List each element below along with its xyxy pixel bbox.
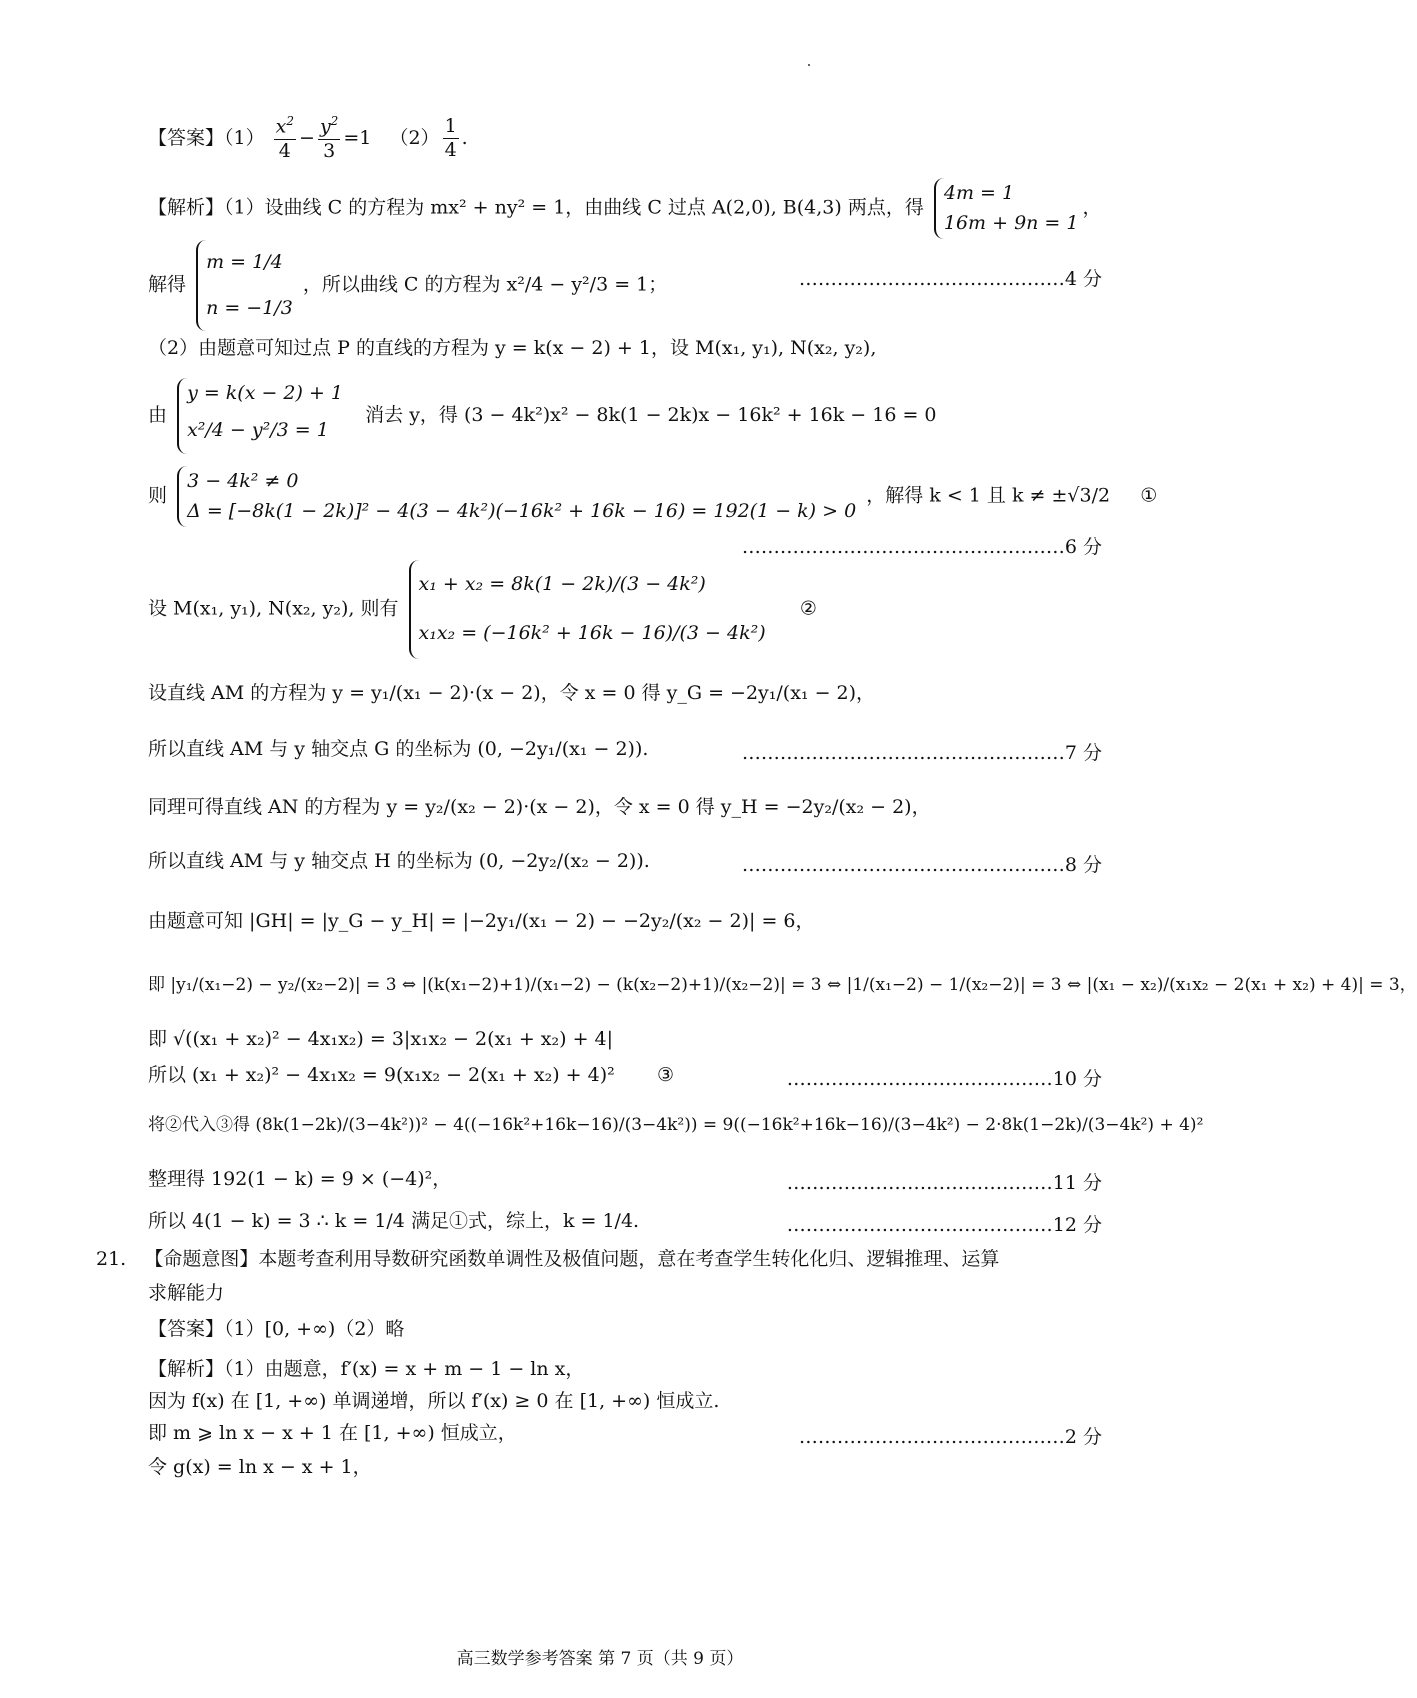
- scan-speck: [808, 64, 810, 66]
- page-footer: 高三数学参考答案 第 7 页（共 9 页）: [456, 1649, 744, 1669]
- so-line: 所以 (x₁ + x₂)² − 4x₁x₂ = 9(x₁x₂ − 2(x₁ + x₂) + 4)² ③: [148, 1064, 675, 1086]
- score-6: ……………………………………………6 分: [741, 536, 1102, 558]
- question-number: 21.: [96, 1248, 127, 1270]
- an-line: 同理可得直线 AN 的方程为 y = y₂/(x₂ − 2)·(x − 2)，令 x = 0 得 y_H = −2y₂/(x₂ − 2)，: [148, 796, 931, 818]
- answer-tag: 【答案】: [148, 126, 225, 149]
- score-8: ……………………………………………8 分: [741, 854, 1102, 876]
- ie-line: 即 |y₁/(x₁−2) − y₂/(x₂−2)| = 3 ⇔ |(k(x₁−2)+1)/(x₁−2) − (k(x₂−2)+1)/(x₂−2)| = 3 ⇔ |1/(x₁−2) − 1/(x₂−2)| = 3 ⇔ |(x₁ − x₂)/(x₁x₂ − 2(x₁ + x₂) + 4)| = 3，: [148, 975, 1417, 995]
- score-4: ……………………………………4 分: [798, 268, 1102, 290]
- q21-intent-2: 求解能力: [148, 1282, 225, 1304]
- ie-line-2: 即 √((x₁ + x₂)² − 4x₁x₂) = 3|x₁x₂ − 2(x₁ + x₂) + 4|: [148, 1028, 614, 1050]
- q21-intent: 21. 【命题意图】本题考查利用导数研究函数单调性及极值问题，意在考查学生转化化归、逻辑推理、运算: [96, 1248, 1000, 1270]
- score-7: ……………………………………………7 分: [741, 742, 1102, 764]
- solve-line: 解得 m = 1/4 n = −1/3 ，所以曲线 C 的方程为 x²/4 − y²/3 = 1；: [148, 240, 667, 331]
- q21-answer: 【答案】（1）[0, +∞)（2）略: [148, 1318, 405, 1340]
- substitute-line: 将②代入③得 (8k(1−2k)/(3−4k²))² − 4((−16k²+16k−16)/(3−4k²)) = 9((−16k²+16k−16)/(3−4k²) − 2·8k(1−2k)/(3−4k²) + 4)²: [148, 1115, 1204, 1135]
- score-11: ……………………………………11 分: [786, 1172, 1102, 1194]
- am-h-line: 所以直线 AM 与 y 轴交点 H 的坐标为 (0, −2y₂/(x₂ − 2)).: [148, 850, 650, 872]
- tidy-line: 整理得 192(1 − k) = 9 × (−4)²，: [148, 1168, 452, 1190]
- gh-line: 由题意可知 |GH| = |y_G − y_H| = |−2y₁/(x₁ − 2) − −2y₂/(x₂ − 2)| = 6，: [148, 910, 815, 932]
- by-line: 由 y = k(x − 2) + 1 x²/4 − y²/3 = 1 消去 y，得 (3 − 4k²)x² − 8k(1 − 2k)x − 16k² + 16k − 16 = 0: [148, 378, 937, 454]
- q21-analysis-4: 令 g(x) = ln x − x + 1，: [148, 1456, 372, 1478]
- q21-analysis-2: 因为 f(x) 在 [1, +∞) 单调递增，所以 f′(x) ≥ 0 在 [1, +∞) 恒成立.: [148, 1390, 720, 1412]
- part2-line: （2）由题意可知过点 P 的直线的方程为 y = k(x − 2) + 1，设 M(x₁, y₁), N(x₂, y₂),: [148, 337, 877, 359]
- mark-1: ①: [1140, 484, 1158, 507]
- answer-line: 【答案】（1） $\frac{x^2}{4}$ − $\frac{y^2}{3}$ =1 （2） $\frac{1}{4}$ .: [148, 114, 468, 163]
- mark-2: ②: [799, 597, 817, 620]
- then-line: 则 3 − 4k² ≠ 0 Δ = [−8k(1 − 2k)]² − 4(3 − 4k²)(−16k² + 16k − 16) = 192(1 − k) > 0 ，解得 k < 1 且 k ≠ ±√3/2 ①: [148, 466, 1157, 527]
- final-line: 所以 4(1 − k) = 3 ∴ k = 1/4 满足①式，综上，k = 1/4.: [148, 1210, 640, 1232]
- vieta-line: 设 M(x₁, y₁), N(x₂, y₂), 则有 x₁ + x₂ = 8k(1 − 2k)/(3 − 4k²) x₁x₂ = (−16k² + 16k − 16)/(3 − 4k²) ②: [148, 560, 817, 659]
- q21-analysis-3: 即 m ⩾ ln x − x + 1 在 [1, +∞) 恒成立，: [148, 1422, 517, 1444]
- am-line: 设直线 AM 的方程为 y = y₁/(x₁ − 2)·(x − 2)，令 x = 0 得 y_G = −2y₁/(x₁ − 2)，: [148, 682, 876, 704]
- system-am: 4m = 1 16m + 9n = 1: [934, 178, 1079, 239]
- score-12: ……………………………………12 分: [786, 1214, 1102, 1236]
- q21-analysis-1: 【解析】（1）由题意，f′(x) = x + m − 1 − ln x，: [148, 1358, 585, 1380]
- score-2: ……………………………………2 分: [798, 1426, 1102, 1448]
- am-g-line: 所以直线 AM 与 y 轴交点 G 的坐标为 (0, −2y₁/(x₁ − 2)).: [148, 738, 649, 760]
- score-10: ……………………………………10 分: [786, 1068, 1102, 1090]
- analysis-line-1: 【解析】（1）设曲线 C 的方程为 mx² + ny² = 1，由曲线 C 过点 A(2,0), B(4,3) 两点，得 4m = 1 16m + 9n = 1 ，: [148, 178, 1102, 239]
- mark-3: ③: [657, 1064, 675, 1086]
